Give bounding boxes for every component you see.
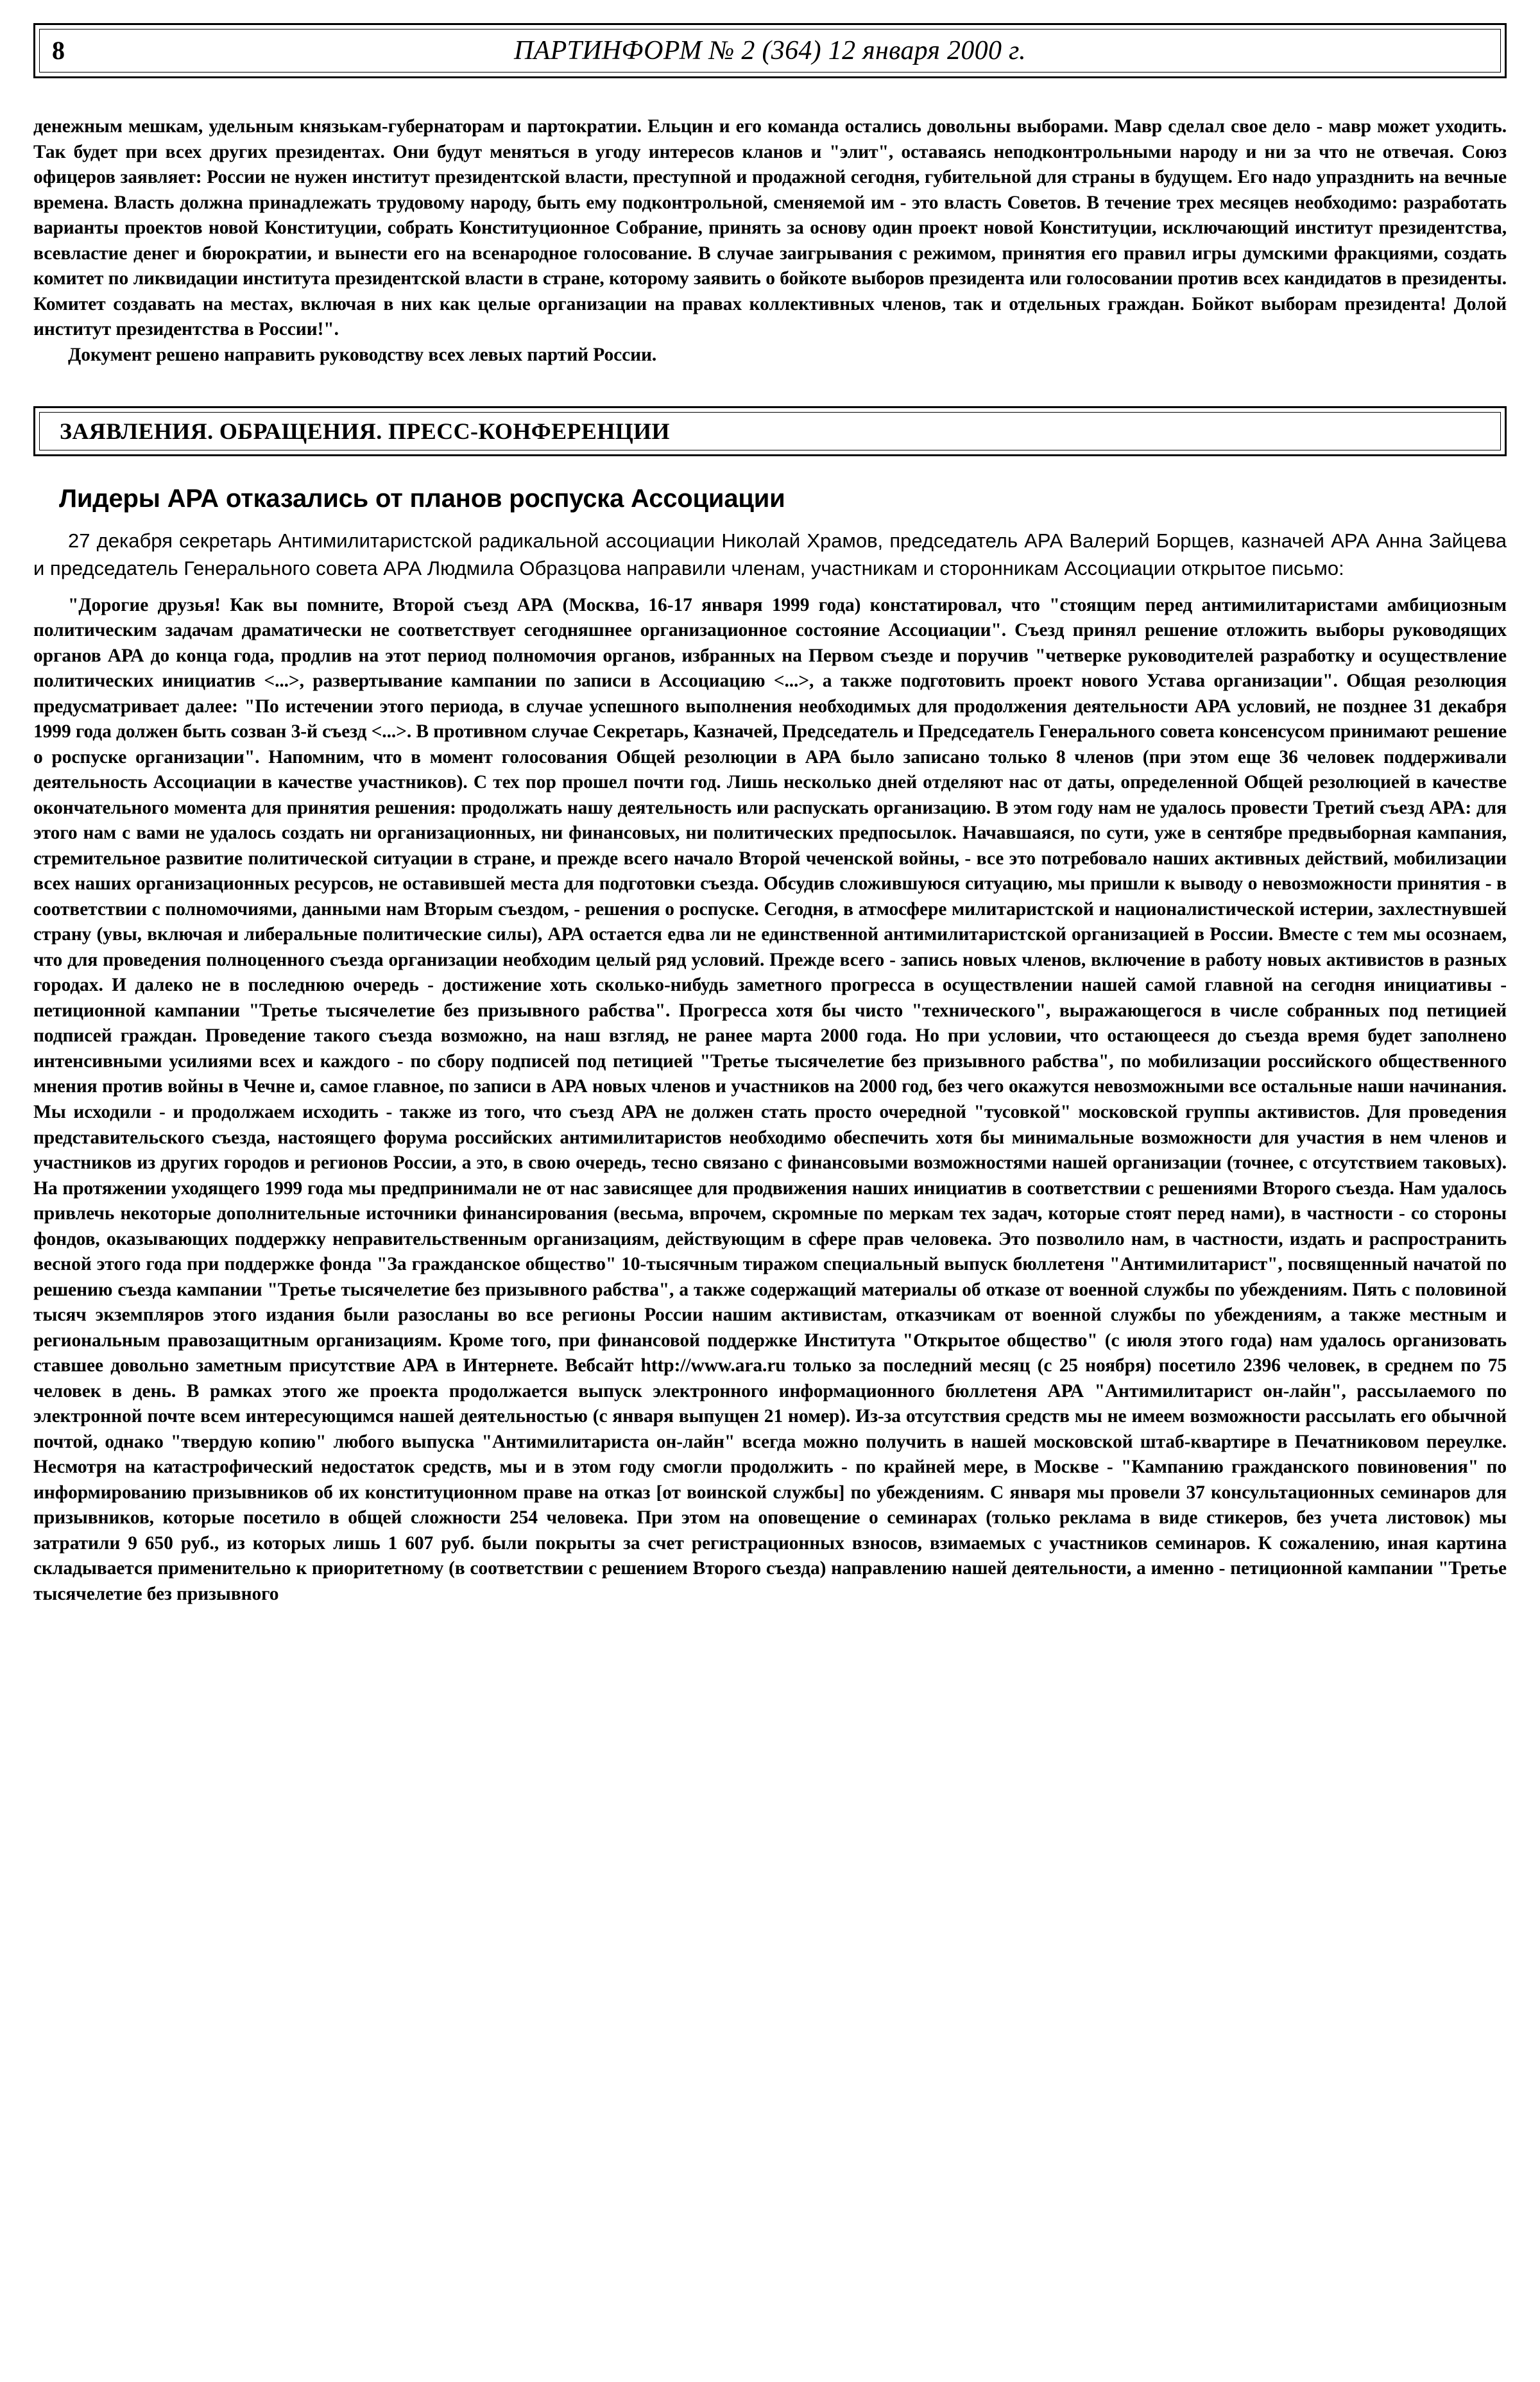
page-header xyxy=(33,23,1507,78)
article-letter-paragraph: "Дорогие друзья! Как вы помните, Второй съезд АРА (Москва, 16-17 января 1999 года) констатировал, что "стоящим перед антимилитаристами амбициозным политическим задачам драматически не соответствует сегодняшнее организационное состояние Ассоциации". Съезд принял решение отложить выборы руководящих органов АРА до конца года, продлив на этот период полномочия органов, избранных на Первом съезде и поручив "четверке руководителей разработку и осуществление политических инициатив <...>, развертывание кампании по записи в Ассоциацию <...>, а также подготовить проект нового Устава организации". Общая резолюция предусматривает далее: "По истечении этого периода, в случае успешного выполнения необходимых для продолжения деятельности АРА условий, не позднее 31 декабря 1999 года должен быть созван 3-й съезд <...>. В противном случае Секретарь, Казначей, Председатель и Председатель Генерального совета консенсусом принимают решение о роспуске организации". Напомним, что в момент голосования Общей резолюции в АРА было записано только 8 членов (при этом еще 36 человек поддерживали деятельность Ассоциации в качестве участников). С тех пор прошел почти год. Лишь несколько дней отделяют нас от даты, определенной Общей резолюцией в качестве окончательного момента для принятия решения: продолжать нашу деятельность или распускать организацию. В этом году нам не удалось провести Третий съезд АРА: для этого нам с вами не удалось создать ни организационных, ни финансовых, ни политических предпосылок. Начавшаяся, по сути, уже в сентябре предвыборная кампания, стремительное развитие политической ситуации в стране, и прежде всего начало Второй чеченской войны, - все это потребовало наших активных действий, мобилизации всех наших организационных ресурсов, не оставившей места для подготовки съезда. Обсудив сложившуюся ситуацию, мы пришли к выводу о невозможности принятия - в соответствии с полномочиями, данными нам Вторым съездом, - решения о роспуске. Сегодня, в атмосфере милитаристской и националистической истерии, захлестнувшей страну (увы, включая и либеральные политические силы), АРА остается едва ли не единственной антимилитаристской организацией в России. Вместе с тем мы осознаем, что для проведения полноценного съезда организации необходим целый ряд условий. Прежде всего - запись новых членов, включение в работу новых активистов в разных городах. И далеко не в последнюю очередь - достижение хоть сколько-нибудь заметного прогресса в осуществлении нашей самой главной на сегодня инициативы - петиционной кампании "Третье тысячелетие без призывного рабства". Прогресса хотя бы чисто "технического", выражающегося в числе собранных под петицией подписей граждан. Проведение такого съезда возможно, на наш взгляд, не ранее марта 2000 года. Но при условии, что остающееся до съезда время будет заполнено интенсивными усилиями всех и каждого - по сбору подписей под петицией "Третье тысячелетие без призывного рабства", по мобилизации российского общественного мнения против войны в Чечне и, самое главное, по записи в АРА новых членов и участников на 2000 год, без чего окажутся невозможными все остальные наши начинания. Мы исходили - и продолжаем исходить - также из того, что съезд АРА не должен стать просто очередной "тусовкой" московской группы активистов. Для проведения представительского съезда, настоящего форума российских антимилитаристов необходимо обеспечить хотя бы минимальные возможности для участия в нем членов и участников из других городов и регионов России, а это, в свою очередь, тесно связано с финансовыми возможностями нашей организации (точнее, с отсутствием таковых). На протяжении уходящего 1999 года мы предпринимали не от нас зависящее для продвижения наших инициатив в соответствии с решениями Второго съезда. Нам удалось привлечь некоторые дополнительные источники финансирования (весьма, впрочем, скромные по меркам тех задач, которые стоят перед нами), в частности - со стороны фондов, оказывающих поддержку неправительственным организациям, действующим в сфере прав человека. Это позволило нам, в частности, издать и распространить весной этого года при поддержке фонда "За гражданское общество" 10-тысячным тиражом специальный выпуск бюллетеня "Антимилитарист", посвященный начатой по решению съезда кампании "Третье тысячелетие без призывного рабства", а также содержащий материалы об отказе от военной службы по убеждениям. Пять с половиной тысяч экземпляров этого издания были разосланы во все регионы России нашим активистам, отказчикам от военной службы по убеждениям, а также местным и региональным правозащитным организациям. Кроме того, при финансовой поддержке Института "Открытое общество" (с июля этого года) нам удалось организовать ставшее довольно заметным присутствие АРА в Интернете. Вебсайт http://www.ara.ru только за последний месяц (с 25 ноября) посетило 2396 человек, в среднем по 75 человек в день. В рамках этого же проекта продолжается выпуск электронного информационного бюллетеня АРА "Антимилитарист он-лайн", рассылаемого по электронной почте всем интересующимся нашей деятельностью (с января выпущен 21 номер). Из-за отсутствия средств мы не имеем возможности рассылать его обычной почтой, однако "твердую копию" любого выпуска "Антимилитариста он-лайн" всегда можно получить в нашей московской штаб-квартире в Печатниковом переулке. Несмотря на катастрофический недостаток средств, мы и в этом году смогли продолжить - по крайней мере, в Москве - "Кампанию гражданского повиновения" по информированию призывников об их конституционном праве на отказ [от воинской службы] по убеждениям. С января мы провели 37 консультационных семинаров для призывников, которые посетило в общей сложности 254 человека. При этом на оповещение о семинарах (только реклама в виде стикеров, без учета листовок) мы затратили 9 650 руб., из которых лишь 1 607 руб. были покрыты за счет регистрационных взносов, взимаемых с участников семинаров. К сожалению, иная картина складывается применительно к приоритетному (в соответствии с решением Второго съезда) направлению нашей деятельности, а именно - петиционной кампании "Третье тысячелетие без призывного xyxy=(33,594,1507,1604)
article-lede-paragraph: 27 декабря секретарь Антимилитаристской радикальной ассоциации Николай Храмов, председатель АРА Валерий Борщев, казначей АРА Анна Зайцева и председатель Генерального совета АРА Людмила Образцова направили членам, участникам и сторонникам Ассоциации открытое письмо: xyxy=(33,529,1507,579)
section-heading-bar xyxy=(33,406,1507,456)
top-article-body xyxy=(33,114,1507,368)
top-article-paragraph-2: Документ решено направить руководству всех левых партий России. xyxy=(68,344,657,365)
article-lede xyxy=(33,527,1507,583)
page-number: 8 xyxy=(52,36,65,65)
top-article-paragraph-1: денежным мешкам, удельным князькам-губернаторам и партократии. Ельцин и его команда остались довольны выборами. Мавр сделал свое дело - мавр может уходить. Так будет при всех других президентах. Они будут меняться в угоду интересов кланов и "элит", оставаясь неподконтрольными народу и ни за что не отвечая. Союз офицеров заявляет: России не нужен институт президентской власти, преступной и продажной сегодня, губительной для страны в будущем. Его надо упразднить на вечные времена. Власть должна принадлежать трудовому народу, быть ему подконтрольной, сменяемой им - это власть Советов. В течение трех месяцев необходимо: разработать варианты проектов новой Конституции, собрать Конституционное Собрание, принять за основу один проект новой Конституции, исключающий институт президентства, всевластие денег и бюрократии, и вынести его на всенародное голосование. В случае заигрывания с режимом, принятия его правил игры думскими фракциями, создать комитет по ликвидации института президентской власти в стране, которому заявить о бойкоте выборов президента или голосовании против всех кандидатов в президенты. Комитет создавать на местах, включая в них как целые организации на правах коллективных членов, так и отдельных граждан. Бойкот выборам президента! Долой институт президентства в России!". xyxy=(33,116,1507,340)
section-heading-label: ЗАЯВЛЕНИЯ. ОБРАЩЕНИЯ. ПРЕСС-КОНФЕРЕНЦИИ xyxy=(60,418,670,445)
article-title: Лидеры АРА отказались от планов роспуска Ассоциации xyxy=(59,484,785,513)
publication-title: ПАРТИНФОРМ № 2 (364) 12 января 2000 г. xyxy=(514,36,1026,65)
article-letter-body xyxy=(33,593,1507,1607)
